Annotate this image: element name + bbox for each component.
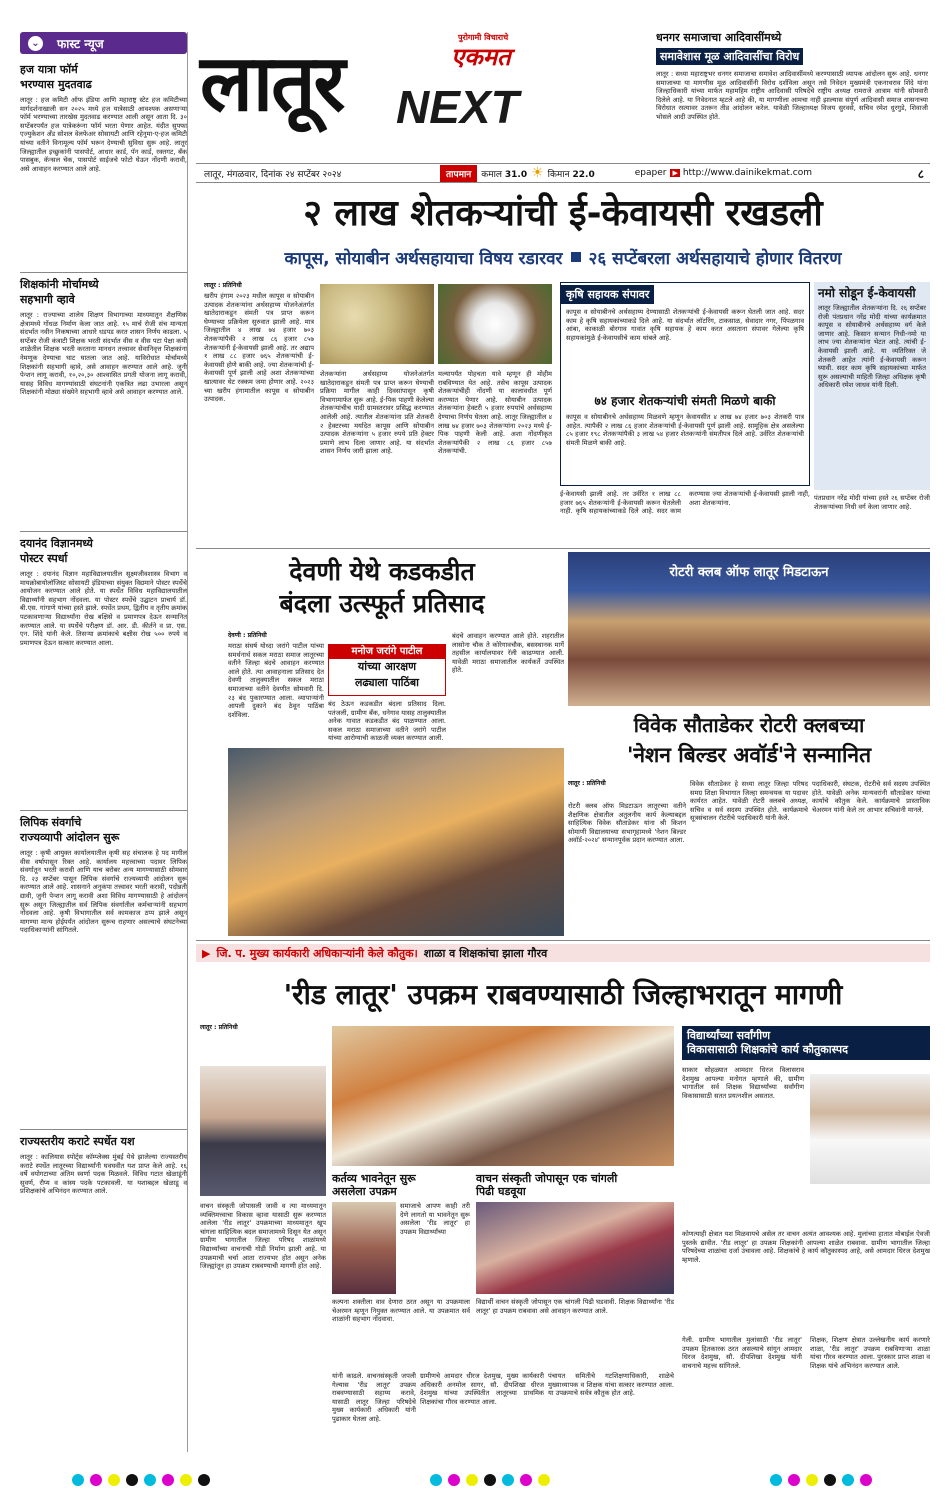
- byline: देवणी : प्रतिनिधी: [228, 632, 267, 639]
- story-headline: हज यात्रा फॉर्म: [20, 63, 78, 76]
- box-line: यांच्या आरक्षण: [357, 660, 417, 673]
- speaker-photo: [332, 1202, 396, 1294]
- web-icon: ▶: [672, 169, 678, 177]
- devani-column-3: बंदचे आवाहन करण्यात आले होते. शहरातील लासोना चौक ते कोरेगावचौक, बसस्थानक मार्गे तहसील कार्यालयावर रॅली काढण्यात आली. यावेळी मराठा समाजातील कार्यकर्ते उपस्थित होते.: [452, 632, 564, 675]
- devani-column-2: बंद ठेऊन कडकडीत बंदला प्रतिसाद दिला. पतंजली, ग्रामीण बँक, धनेगाव यासह तालुक्यातील अनेक गावात कडकडीत बंद पाळण्यात आला. सकल मराठा समाजाच्या वतीने जरांगे पाटील यांच्या आरोग्याची काळजी व्यक्त करण्यात आली.: [328, 700, 446, 743]
- story-headline: दयानंद विज्ञानमध्ये: [20, 537, 93, 550]
- story-body: मराठा संघर्ष योध्दा जरांगे पाटील यांच्या समर्थनार्थ सकल मराठा समाज लातूरच्या वतीने जिल्हा बंदचे आवाहन करण्यात आले होते. त्या आवाहनाला प्रतिसाद देत देवणी तालुक्यातील सकल मराठा समाजाच्या वतीने देवणीत सोमवारी दि. २३ बंद पुकारण्यात आला. व्यापाऱ्यांनी आपली दुकाने बंद ठेवून पाठिंबा दर्शविला.: [228, 642, 324, 719]
- triangle-icon: ▶: [202, 946, 211, 960]
- byline: लातूर : प्रतिनिधी: [204, 282, 242, 289]
- rotary-photo: [568, 552, 930, 706]
- story-headline: शिक्षकांनी मोर्चामध्ये: [20, 278, 99, 291]
- registration-marks-right: [770, 1474, 872, 1486]
- epaper-label: epaper: [634, 168, 667, 178]
- lead-column-1: [204, 282, 314, 542]
- story-headline: भरण्यास मुदतवाढ: [20, 78, 92, 91]
- dateline-bar: [196, 163, 930, 183]
- read-headline: 'रीड लातूर' उपक्रम राबवण्यासाठी जिल्हाभरातून मागणी: [283, 978, 843, 1011]
- masthead-next: NEXT: [396, 81, 519, 133]
- box-headline: विकासासाठी शिक्षकांचे कार्य कौतुकास्पद: [687, 1043, 848, 1056]
- person-photo: [200, 1066, 326, 1196]
- divider: [20, 531, 187, 532]
- box-body: कोणत्याही क्षेत्रात यश मिळवायचे असेल तर वाचन अत्यंत आवश्यक आहे. मुलांच्या हातात मोबाईल ऐवजी पुस्तके द्यावीत. 'रीड लातूर' हा उपक्रम शिक्षकांनी आपल्या शाळेत राबवावा. ग्रामीण भागातील जिल्हा परिषदेच्या शाळांचा दर्जा उंचावला आहे. शिक्षकांचे हे कार्य कौतुकास्पद आहे, असे आमदार धिरज देशमुख म्हणाले.: [682, 1230, 930, 1264]
- story-headline: राज्यव्यापी आंदोलन सुरू: [20, 831, 120, 844]
- divider: [20, 272, 187, 273]
- namo-box: [814, 282, 930, 490]
- story-headline: धनगर समाजाचा आदिवासींमध्ये: [656, 31, 782, 44]
- box-headline: कृषि सहायक संपावर: [561, 285, 654, 304]
- story-body: लातूर : राज्याच्या शालेय शिक्षण विभागाच्या माध्यमातून शैक्षणिक क्षेत्रामध्ये गोंधळ निर्माण केला जात आहे. १५ मार्च रोजी संच मान्यता संदर्भात नवीन निकषाच्या आधारे धडपड करत शासन निर्णय काढला. ५ सप्टेंबर रोजी कंत्राटी शिक्षक भरती संदर्भात वीस व वीस पटा पेक्षा कमी शाळेतील शिक्षक भरती करताना मानधन तत्त्वावर सेवानिवृत्त शिक्षकांना नेमणूक देण्याचा घाट घातला जात आहे. याविरोधात मोर्चामध्ये शिक्षकांनी सहभागी व्हावे, असे आवाहन करण्यात आले आहे. जुनी पेन्शन लागू करावी, १०,२०,३० आश्वासित प्रगती योजना लागू करावी, यासह विविध मागण्यांसाठी संघटनांनी एकत्रित लढा उभारला असून शिक्षकांनी मोठ्या संख्येने सहभागी व्हावे असे आवाहन करण्यात आले.: [20, 311, 187, 397]
- box-body: लातूर जिल्ह्यातील शेतकऱ्यांना दि. २६ सप्टेंबर रोजी पंतप्रधान नरेंद्र मोदी यांच्या कार्यक्रमात कापूस व सोयाबीनचे अर्थसहाय्य वर्ग केले जाणार आहे. किसान सन्मान निधी-नमो या लाभ ज्या शेतकऱ्यांना भेटत आहे. त्यांची ई-केवायसी झाली आहे. या व्यतिरिक्त जे शेतकरी आहेत त्यांनी ई-केवायसी करून घ्यावी. सदर काम कृषि सहायकांच्या मार्फत सुरू असल्याची माहिती जिल्हा अधिक्षक कृषी अधिकारी रमेश जाधव यांनी दिली.: [818, 304, 926, 390]
- story-body: लातूर : कृषी आयुक्त कार्यालयातील कृषी सह संचालक हे पद मागील वीस वर्षापासून रिक्त आहे. कार्यालय महत्त्वाच्या पदावर लिपिक संवर्गातून भरती करावी आणि याच बरोबर अन्य मागण्यासाठी सोमवार दि. २३ सप्टेंबर पासून लिपिक संवर्गाचे राज्यव्यापी आंदोलन सुरू करण्यात आले आहे. शासनाने अनुकंपा तत्त्वावर भरती करावी, पदोन्नती द्यावी, जुनी पेन्शन लागू करावी अशा विविध मागण्यासाठी हे आंदोलन सुरू असून जिल्ह्यातील सर्व लिपिक संवर्गातील कर्मचाऱ्यांनी सहभाग नोंदवला आहे. कृषी विभागातील सर्व कामकाज ठप्प झाले असून मागण्या मान्य होईपर्यंत आंदोलन सुरूच राहणार असल्याचे संघटनेच्या पदाधिकाऱ्यांनी सांगितले.: [20, 849, 187, 935]
- box-body: विद्यार्थी वाचन संस्कृती जोपासून एक चांगली पिढी घडवावी. शिक्षक विद्यार्थ्यांना 'रीड लातूर' हा उपक्रम राबवावा असे आवाहन करण्यात आले.: [476, 1298, 674, 1315]
- brand-tagline: पुरोगामी विचाराचे: [458, 33, 509, 42]
- masthead: [196, 30, 646, 160]
- kicker-text: जि. प. मुख्य कार्यकारी अधिकाऱ्यांनी केले कौतुक।: [216, 946, 418, 960]
- rotary-column-2: विवेक सौताडेकर हे सध्या लातूर जिल्हा परिषद समग्र शिक्षा विभागात जिल्हा समन्वयक या पदावर कार्यरत आहेत. यावेळी रोटरी क्लबचे अध्यक्ष, सचिव व सर्व सदस्य उपस्थित होते. कार्यक्रमाचे सूत्रसंचालन रोटरीचे पदाधिकारी यांनी केले.: [690, 780, 808, 823]
- story-headline: राज्यस्तरीय कराटे स्पर्धेत यश: [20, 1135, 135, 1148]
- box-headline: असलेला उपक्रम: [332, 1185, 397, 1198]
- box-headline: विद्यार्थ्यांच्या सर्वांगीण: [687, 1029, 771, 1042]
- read-column-2: यांनी काढले. वाचनसंस्कृती जपली गेल्यास 'रीड लातूर' उपक्रम राबवण्यासाठी सहाय्य करावे, यासाठी लातूर जिल्हा परिषदेचे मुख्य कार्यकारी अधिकारी यांनी पुढाकार घेतला आहे.: [332, 1372, 416, 1423]
- brand-logo: एकमत: [451, 43, 511, 71]
- rotary-column-3: पदाधिकारी, संघटक, रोटरीचे सर्व सदस्य उपस्थित होते. यावेळी अनेक मान्यवरांनी सौताडेकर यांच्या कार्याचे कौतुक केले. कार्यक्रमाचे प्रास्ताविक चेअरमन यांनी केले तर आभार सचिवांनी मानले.: [812, 780, 930, 814]
- mla-photo: [810, 1074, 930, 1184]
- divider: [196, 548, 930, 549]
- rotary-headline: [568, 710, 930, 770]
- dateline: लातूर, मंगळवार, दिनांक २४ सप्टेंबर २०२४: [204, 169, 342, 180]
- fast-story-hajj: [20, 62, 187, 268]
- tribal-story: [656, 30, 928, 160]
- sun-icon: ☀: [531, 165, 544, 181]
- box-subheadline: ७४ हजार शेतकऱ्यांची संमती मिळणे बाकी: [594, 394, 776, 408]
- box-body: समाजाचे आपण काही तरी देणे लागतो या भावनेतून सुरू असलेला 'रीड लातूर' हा उपक्रम विद्यार्थ्यांच्या: [400, 1202, 470, 1236]
- divider: [20, 810, 187, 811]
- reading-culture-box: [476, 1172, 674, 1366]
- story-body: लातूर : सध्या महाराष्ट्रभर धनगर समाजाचा समावेश आदिवासींमध्ये करण्यासाठी व्यापक आंदोलन सुरू आहे. धनगर समाजाच्या या मागणीस मूळ आदिवासींनी विरोध दर्शविला असून तसे निवेदन मुख्यमंत्री एकनाथराव शिंदे यांना जिल्हाधिकारी यांच्या मार्फत महामहिम राष्ट्रीय आदिवासी परिषदेचे राष्ट्रीय अध्यक्ष रामराजे आत्राम यांनी सोमवारी दिलेले आहे. या निवेदनात म्हटले आहे की, या मागणीला आमचा नाही झाल्यास संपूर्ण आदिवासी समाज शासनाच्या विरोधात रस्त्यावर उतरून तीव्र आंदोलन करेल. यावेळी जिल्हाध्यक्ष विजय सुरवसे, सचिव रमेश धुरगुडे, शिवाजी भोसले आदी उपस्थित होते.: [656, 70, 928, 121]
- box-body: कापूस व सोयाबीनचे अर्थसहाय्य मिळवणे म्हणून केवायसीत ४ लाख ७४ हजार ७०३ शेतकरी पात्र आहेत. त्यापैकी २ लाख ८६ हजार शेतकऱ्यांची ई-केवायसी पूर्ण झाली आहे. सामूहिक क्षेत्र असलेल्या ८५ हजार १९८ शेतकऱ्यांपैकी ३ लाख ५४ हजार शेतकऱ्यांनी संमतीपत्र दिले आहे. उर्वरित शेतकऱ्यांची संमती मिळणे बाकी आहे.: [566, 413, 804, 447]
- jarange-box: [328, 644, 446, 696]
- headline-line: बंदला उत्स्फूर्त प्रतिसाद: [279, 589, 485, 618]
- read-column-1: [200, 1024, 326, 1454]
- headline-line: देवणी येथे कडकडीत: [289, 557, 475, 586]
- divider: [196, 940, 930, 941]
- byline: लातूर : प्रतिनिधी: [568, 780, 606, 787]
- story-headline: समावेशास मूळ आदिवासींचा विरोध: [656, 48, 803, 65]
- devani-rally-photo: [228, 748, 564, 936]
- story-body: रोटरी क्लब ऑफ मिडटाऊन लातूरच्या वतीने शैक्षणिक क्षेत्रातील अतुलनीय कार्य केल्याबद्दल साहित्यिक विवेक सौताडेकर यांना श्री किशन सोमाणी विद्यालयाच्या सभागृहामध्ये 'नेशन बिल्डर अवॉर्ड-२०२४' सन्मानपूर्वक प्रदान करण्यात आला.: [568, 802, 686, 845]
- story-headline: लिपिक संवर्गाचे: [20, 816, 82, 829]
- registration-marks-center: [430, 1474, 550, 1486]
- subheadline-part: कापूस, सोयाबीन अर्थसहायाचा विषय रडारवर: [284, 248, 563, 269]
- byline: लातूर : प्रतिनिधी: [200, 1024, 238, 1031]
- fast-story-clerks: [20, 815, 187, 1125]
- devani-column-1: [228, 632, 324, 742]
- read-kicker: [196, 944, 930, 962]
- fast-story-poster: [20, 536, 187, 806]
- story-body: वाचन संस्कृती जोपासली जावी व त्या माध्यमातून व्यक्तिमत्त्वाचा विकास व्हावा यासाठी सुरू करण्यात आलेला 'रीड लातूर' उपक्रमाच्या माध्यमातून खूप चांगला साहित्यिक बदल समाजामध्ये दिसून येत असून ग्रामीण भागातील जिल्हा परिषद शाळांमध्ये विद्यार्थ्यांच्या वाचनाची गोडी निर्माण झाली आहे. या उपक्रमाची चर्चा आता राज्यभर होत असून अनेक जिल्ह्यांतून हा उपक्रम राबवण्याची मागणी होत आहे.: [200, 1202, 326, 1271]
- box-body: गेली. ग्रामीण भागातील मुलांसाठी 'रीड लातूर' उपक्रम हितकारक ठरत असल्याचे सांगून आमदार धिरज देशमुख, सौ. दीपशिखा देशमुख यांनी वाचनाचे महत्त्व सांगितले.: [682, 1336, 802, 1370]
- devani-headline: [196, 556, 568, 620]
- divider: [20, 1129, 187, 1130]
- headline-line: विवेक सौताडेकर रोटरी क्लबच्या: [633, 713, 865, 737]
- epaper-url[interactable]: http://www.dainikekmat.com: [682, 168, 812, 178]
- story-body: लातूर : दयानंद विज्ञान महाविद्यालयातील सूक्ष्मजीवशास्त्र विभाग व मायक्रोबायोलॉजिस्ट सोसायटी इंडियाच्या संयुक्त विद्यमाने पोस्टर स्पर्धेचे आयोजन करण्यात आले होते. या स्पर्धेत विविध महाविद्यालयातील विद्यार्थ्यांनी सहभाग नोंदवला. या पोस्टर स्पर्धेचे उद्घाटन प्राचार्य डॉ. बी.एस. गांगाणे यांच्या हस्ते झाले. स्पर्धेत प्रथम, द्वितीय व तृतीय क्रमांक पटकावणाऱ्या विद्यार्थ्यांना रोख बक्षिसे व प्रमाणपत्र देऊन सन्मानित करण्यात आले. या स्पर्धेचे परीक्षण डॉ. आर. डी. कीर्तने व प्रा. एस. एन. शिंदे यांनी केले. तिसऱ्या क्रमांकाचे बक्षीस रोख ५०० रुपये व प्रमाणपत्र देऊन सत्कार करण्यात आला.: [20, 570, 187, 647]
- box-body: कल्पना शक्तीला वाव देणारा ठरत असून या उपक्रमाला चेअरमन म्हणून नियुक्त करण्यात आले. या उपक्रमात सर्व शाळांनी सहभाग नोंदवावा.: [332, 1298, 470, 1324]
- chevron-down-icon: ⌄: [28, 36, 43, 51]
- duty-box: [332, 1172, 470, 1366]
- read-felicitation-photo: [332, 1026, 674, 1166]
- box-headline: कर्तव्य भावनेतून सुरू: [332, 1172, 416, 1185]
- box-headline: पिढी घडवूया: [476, 1185, 526, 1198]
- namo-lower: पंतप्रधान नरेंद्र मोदी यांच्या हस्ते २६ सप्टेंबर रोजी शेतकऱ्यांच्या निधी वर्ग केला जाणार आहे.: [814, 494, 930, 511]
- temperature-label: तापमान: [440, 165, 477, 182]
- box-line: लढ्याला पाठिंबा: [354, 676, 420, 689]
- headline-line: 'नेशन बिल्डर अवॉर्ड'ने सन्मानित: [626, 743, 872, 767]
- box-body: साकार सोहळ्यात आमदार धिरज विलासराव देशमुख आपल्या मनोगत म्हणाले की, ग्रामीण भागातील सर्व शिक्षक विद्यार्थ्यांच्या सर्वांगीण विकासासाठी सतत प्रयत्नशील असतात.: [682, 1066, 804, 1100]
- rotary-banner: रोटरी क्लब ऑफ लातूर मिडटाऊन: [669, 565, 829, 580]
- box-headline: वाचन संस्कृती जोपासून एक चांगली: [476, 1172, 618, 1185]
- story-headline: पोस्टर स्पर्धा: [20, 552, 68, 565]
- temperature-max: कमाल 31.0: [481, 169, 528, 180]
- subheadline-part: २६ सप्टेंबरला अर्थसहायाचे होणार वितरण: [588, 248, 842, 269]
- box-headline: नमो सोडून ई-केवायसी: [818, 286, 916, 300]
- read-column-3: ग्रामीणचे आमदार धीरज देशमुख, मुख्य कार्यकारी अधिकारी अनमोल सागर, सौ. दीपशिखा धीरज देशमुख यांच्या उपस्थितीत लातूरच्या प्राथमिक शिक्षकांचा गौरव करण्यात आला.: [420, 1372, 544, 1406]
- student-photo: [476, 1202, 674, 1294]
- lead-column-2: शेतकऱ्यांना अर्थसहाय्य योजनेअंतर्गत खातेदाराकडून संमती पत्र प्राप्त करून घेण्याची प्रक्रिया मागील काही दिवसांपासून कृषी विभागामार्फत सुरू आहे. ई-पिक पाहणी केलेल्या शेतकऱ्यांचीच यादी ग्रामस्तरावर प्रसिद्ध करण्यात आलेली आहे. त्यातील शेतकऱ्यांना प्रति शेतकरी २ हेक्टरच्या मर्यादेत कापूस आणि सोयाबीन उत्पादक शेतकऱ्यांना ५ हजार रुपये प्रति हेक्टर प्रमाणे लाभ दिला जाणार आहे. या संदर्भात शासन निर्णय जारी झाला आहे.: [320, 370, 434, 456]
- soybean-photo: [320, 284, 434, 364]
- krushi-lower: ई-केवायसी झाली आहे. तर उर्वरित १ लाख ८८ हजार ७६५ शेतकऱ्यांनी ई-केवायसी करून घेतलेली नाही. कृषि सहायकांच्याकडे दिले आहे. सदर काम करण्यास ज्या शेतकऱ्यांची ई-केवायसी झाली नाही, अशा शेतकऱ्यांना.: [560, 490, 810, 516]
- box-body: शिक्षक, शिक्षण क्षेत्रात उल्लेखनीय कार्य करणारे शाळा, 'रीड लातूर' उपक्रम राबविणाऱ्या शाळा यांचा गौरव करण्यात आला. पुरस्कार प्राप्त शाळा व शिक्षक यांचे अभिनंदन करण्यात आले.: [810, 1336, 930, 1370]
- cotton-photo: [438, 284, 552, 364]
- rotary-column-1: [568, 780, 686, 936]
- story-body: लातूर : कालियास स्पोर्ट्स कॉम्प्लेक्स मुंबई येथे झालेल्या राज्यस्तरीय कराटे स्पर्धेत लातूरच्या विद्यार्थ्यांनी घवघवीत यश प्राप्त केले आहे. १६ वर्षे वयोगटाच्या अंतिम स्वर्णा पदक मिळवले. विविध गटात खेळाडूंनी सुवर्ण, रौप्य व कांस्य पदके पटकावली. या यशाबद्दल खेळाडू व प्रशिक्षकांचे अभिनंदन करण्यात आले.: [20, 1153, 187, 1196]
- story-body: खरीप हंगाम २०२३ मधील कापूस व सोयाबीन उत्पादक शेतकऱ्यांना अर्थसहाय्य योजनेअंतर्गत खातेदाराकडून संमती पत्र प्राप्त करून घेण्याच्या प्रक्रियेला सुरुवात झाली आहे. मात्र जिल्ह्यातील ४ लाख ७४ हजार ७०३ शेतकऱ्यांपैकी २ लाख ८६ हजार ८५७ शेतकऱ्यांनी ई-केवायसी झाली आहे. तर अद्याप १ लाख ८८ हजार ७६५ शेतकऱ्यांची ई-केवायसी होणे बाकी आहे. ज्या शेतकऱ्यांची ई-केवायसी पूर्ण झाली आहे अशा शेतकऱ्यांच्या खात्यावर थेट रक्कम जमा होणार आहे. २०२३ च्या खरीप हंगामातील कापूस व सोयाबीन उत्पादक.: [204, 292, 314, 404]
- temperature-min: किमान 22.0: [547, 169, 595, 180]
- story-headline: सहभागी व्हावे: [20, 293, 75, 306]
- lead-subheadline: [196, 243, 930, 271]
- lead-column-3: मल्यापर्यंत पोहचता यावे म्हणून ही मोहीम राबविण्यात येत आहे. तसेच कापूस उत्पादक शेतकऱ्यांचीही नोंदणी या कालावधीत पूर्ण करण्यात येणार आहे. सोयाबीन उत्पादक शेतकऱ्यांना हेक्टरी ५ हजार रुपयांचे अर्थसहाय्य देण्याचा निर्णय घेतला आहे. लातूर जिल्ह्यातील ४ लाख ७४ हजार ७०३ शेतकऱ्यांना २०२३ मध्ये ई-पिक पाहणी केली आहे. अशा नोंदणीकृत शेतकऱ्यांपैकी २ लाख ८६ हजार ८५७ शेतकऱ्यांची.: [438, 370, 552, 456]
- teachers-work-box: [682, 1026, 930, 1458]
- lead-headline: २ लाख शेतकऱ्यांची ई-केवायसी रखडली: [303, 193, 823, 234]
- kicker-text: शाळा व शिक्षकांचा झाला गौरव: [423, 946, 548, 960]
- page-number: ८: [917, 166, 924, 181]
- krushi-box: [560, 282, 810, 486]
- fast-story-teachers: [20, 277, 187, 527]
- masthead-title: लातूर: [200, 39, 344, 129]
- registration-marks-left: [72, 1474, 210, 1486]
- square-bullet-icon: [571, 252, 581, 262]
- read-column-4: पंचायत समितीचे गटशिक्षणाधिकारी, शाळेचे मुख्याध्यापक व शिक्षक यांचा सत्कार करण्यात आला. या उपक्रमाचे सर्वत्र कौतुक होत आहे.: [548, 1372, 674, 1398]
- box-line: मनोज जरांगे पाटील: [329, 645, 445, 659]
- box-body: कापूस व सोयाबीनचे अर्थसहाय्य देण्यासाठी शेतकऱ्यांची ई-केवायसी करून घेतली जात आहे. सदर काम हे कृषि सहायकांच्याकडे दिले आहे. या संदर्भात लॉटरिंग, टाकसाळ, सेवादार नगर, पिंपळगाव आंबा, काकाळी बोरगाव गावांत कृषि सहायक हे काम करत असताना संपावर गेलेल्या कृषि सहायकांमुळे ई-केवायसीचे काम थांबले आहे.: [566, 308, 804, 342]
- fast-story-karate: [20, 1134, 187, 1283]
- fast-news-label: ⌄ फास्ट न्यूज: [20, 32, 187, 54]
- story-body: लातूर : हज कमिटी ऑफ इंडिया आणि महाराष्ट्र स्टेट हज कमिटीच्या मार्गदर्शनाखाली सन २०२५ मध्ये हज यात्रेसाठी आवश्यक असणाऱ्या फॉर्म भरण्याच्या तारखेस मुदतवाढ करण्यात आली असून आता दि. ३० सप्टेंबरपर्यंत हज यात्रेकरूंना फॉर्म भरता येणार आहेत. यंदीत सुफ्फा एज्युकेशन अँड सोशल वेलफेअर सोसायटी आणि रहेनुमा-ए-हज कमिटी यांच्या वतीने विनामूल्य फॉर्म भरून देण्याची सुविधा सुरू आहे. लातूर जिल्ह्यातील इच्छुकांनी पासपोर्ट, आधार कार्ड, पॅन कार्ड, रक्तगट, बँक पासबुक, कॅन्सल चेक, पासपोर्ट साईजचे फोटो घेऊन नोंदणी करावी, असे आवाहन करण्यात आले आहे.: [20, 96, 187, 173]
